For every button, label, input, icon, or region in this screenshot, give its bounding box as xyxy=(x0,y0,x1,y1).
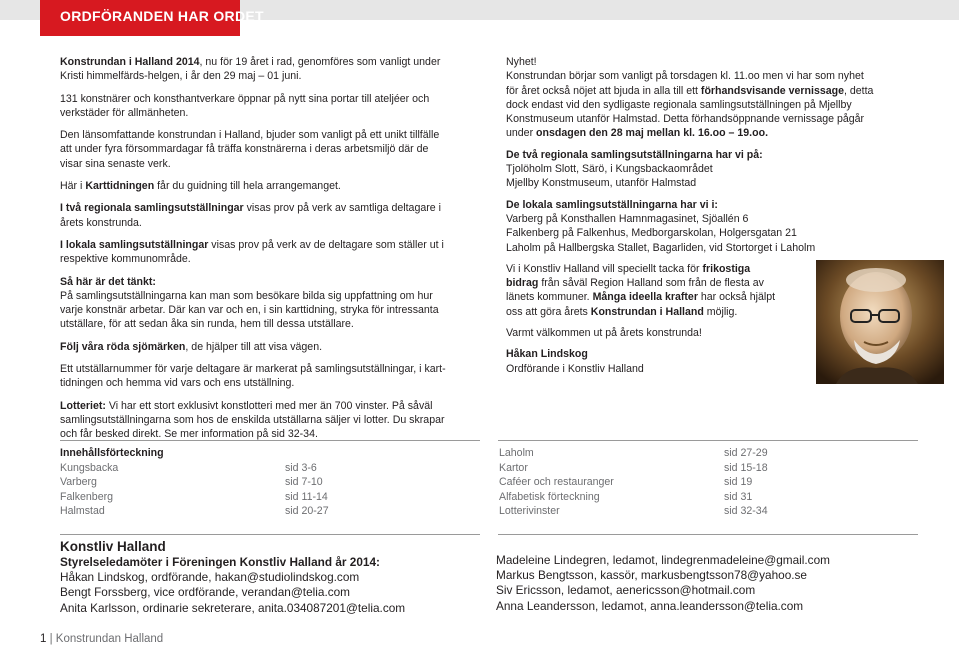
footer-publication: Konstrundan Halland xyxy=(55,633,164,645)
news-line2a: för året också nöjet att bjuda in alla till ett xyxy=(506,84,701,97)
toc-item-page: sid 11-14 xyxy=(285,490,328,503)
signature-title: Ordförande i Konstliv Halland xyxy=(506,362,644,375)
board-member: Bengt Forssberg, vice ordförande, verandan@telia.com xyxy=(60,585,351,600)
para-map-guide xyxy=(60,179,480,193)
news-line1: Konstrundan börjar som vanligt på torsdagen kl. 11.oo men vi har som nyhet xyxy=(506,70,864,83)
local-venue-3: Laholm på Hallbergska Stallet, Bagarliden, vid Stortorget i Laholm xyxy=(506,241,816,254)
board-member: Madeleine Lindegren, ledamot, lindegrenmadeleine@gmail.com xyxy=(496,553,830,567)
toc-top-rule-left xyxy=(60,440,480,441)
news-line5a: under xyxy=(506,127,537,140)
left-column xyxy=(60,55,480,450)
follow-rest: , de hjälper till att visa vägen. xyxy=(185,340,323,353)
toc-item-page: sid 20-27 xyxy=(285,505,329,517)
para-regional-venues xyxy=(506,148,906,191)
news-line2b: förhandsvisande vernissage xyxy=(700,84,844,97)
local-venue-1: Varberg på Konsthallen Hamnmagasinet, Sjöallén 6 xyxy=(506,212,749,225)
local-bold: I lokala samlingsutställningar xyxy=(60,238,209,251)
banner-title: ORDFÖRANDEN HAR ORDET xyxy=(60,8,264,24)
news-line3: dock endast vid den sydligaste regionala samlingsutställningen på Mjellby xyxy=(506,98,852,111)
toc-item-name: Caféer och restauranger xyxy=(499,476,614,488)
local-rest: visas prov på verk av de deltagare som ställer ut i xyxy=(208,238,444,251)
toc-top-rule-right xyxy=(498,440,918,441)
intro-line2: Kristi himmelfärds-helgen, i år den 29 maj – 01 juni. xyxy=(60,70,302,83)
thanks-l3b: Många ideella krafter xyxy=(592,291,698,304)
board-member: Anita Karlsson, ordinarie sekreterare, anita.034087201@telia.com xyxy=(60,600,406,615)
regional-venues-heading: De två regionala samlingsutställningarna har vi på: xyxy=(506,148,763,161)
portrait-photo xyxy=(816,260,944,384)
toc-item-page: sid 31 xyxy=(724,490,753,503)
intro-rest-l1: , nu för 19 året i rad, genomföres som vanligt under xyxy=(199,56,441,68)
para-intro xyxy=(60,55,480,84)
toc-item-page: sid 7-10 xyxy=(285,476,323,488)
regional-bold: I två regionala samlingsutställningar xyxy=(60,202,244,215)
para-local xyxy=(60,238,480,267)
footer-separator: | xyxy=(46,633,56,645)
toc-item-name: Kartor xyxy=(499,461,528,474)
board-subtitle: Styrelseledamöter i Föreningen Konstliv Halland år 2014: xyxy=(60,555,380,569)
news-line2c: , detta xyxy=(844,84,874,97)
description-line3: visar sina senaste verk. xyxy=(60,157,171,170)
thanks-l3c: har också hjälpt xyxy=(697,291,776,304)
thanks-l1a: Vi i Konstliv Halland vill speciellt tacka för xyxy=(506,262,703,275)
thanks-l2b: från såväl Region Halland som från de flesta av xyxy=(538,277,764,290)
toc-item[interactable] xyxy=(60,475,480,490)
thanks-l2a: bidrag xyxy=(506,277,539,290)
para-how xyxy=(60,275,480,332)
toc-right xyxy=(499,446,919,519)
signature-name: Håkan Lindskog xyxy=(506,348,588,361)
thanks-l4b: Konstrundan i Halland xyxy=(590,305,704,318)
thanks-l1b: frikostiga xyxy=(702,262,751,275)
toc-item[interactable] xyxy=(499,504,919,519)
how-heading: Så här är det tänkt: xyxy=(60,275,156,288)
lottery-line3: och får besked direkt. Se mer information på sid 32-34. xyxy=(60,428,318,441)
map-guide-c: får du guidning till hela arrangemanget. xyxy=(154,180,341,193)
toc-item-page: sid 32-34 xyxy=(724,505,768,517)
toc-item-name: Laholm xyxy=(499,447,534,459)
toc-item-name: Halmstad xyxy=(60,505,105,517)
local-venue-2: Falkenberg på Falkenhus, Medborgarskolan, Holgersgatan 21 xyxy=(506,227,797,240)
how-line3: utställare, för att sedan åka sin runda, hem till dessa utställare. xyxy=(60,318,354,331)
numbers-line2: tidningen och hemma vid vars och ens utställning. xyxy=(60,377,295,390)
how-line1: På samlingsutställningarna kan man som besökare bilda sig uppfattning om hur xyxy=(60,289,433,302)
para-local-venues xyxy=(506,198,906,255)
board-top-rule-right xyxy=(498,534,918,535)
participants-line2: verkstäder för allmänheten. xyxy=(60,106,189,119)
toc-item-name: Varberg xyxy=(60,476,97,488)
board-member: Markus Bengtsson, kassör, markusbengtsson78@yahoo.se xyxy=(496,568,807,583)
toc-item-name: Lotterivinster xyxy=(499,505,560,517)
board-member: Anna Leandersson, ledamot, anna.leandersson@telia.com xyxy=(496,598,804,613)
toc-item-name: Falkenberg xyxy=(60,490,113,503)
thanks-l4a: oss att göra årets xyxy=(506,305,591,318)
toc-item-name: Kungsbacka xyxy=(60,461,119,474)
toc-item[interactable] xyxy=(499,475,919,490)
welcome-text: Varmt välkommen ut på årets konstrunda! xyxy=(506,327,702,340)
toc-item[interactable] xyxy=(499,461,919,476)
board-title: Konstliv Halland xyxy=(60,539,166,554)
toc-item[interactable] xyxy=(60,504,480,519)
para-description xyxy=(60,128,480,171)
para-lottery xyxy=(60,399,480,442)
lottery-bold: Lotteriet: xyxy=(60,399,106,412)
description-line1: Den länsomfattande konstrundan i Halland, bjuder som vanligt på ett unikt tillfälle xyxy=(60,129,440,142)
local-venues-heading: De lokala samlingsutställningarna har vi i: xyxy=(506,198,718,211)
toc-item-page: sid 3-6 xyxy=(285,461,317,474)
toc-item[interactable] xyxy=(499,446,919,461)
map-guide-a: Här i xyxy=(60,180,86,193)
board-member: Siv Ericsson, ledamot, aenericsson@hotmail.com xyxy=(496,583,756,598)
news-heading: Nyhet! xyxy=(506,56,537,68)
toc-left xyxy=(60,446,480,519)
regional-line2: årets konstrunda. xyxy=(60,216,142,229)
local-line2: respektive kommunområde. xyxy=(60,253,191,266)
section-banner xyxy=(40,0,264,36)
page-number: 1 xyxy=(40,633,47,645)
portrait-illustration xyxy=(816,260,944,384)
toc-item[interactable] xyxy=(60,490,480,505)
board-member: Håkan Lindskog, ordförande, hakan@studiolindskog.com xyxy=(60,570,360,585)
page-footer xyxy=(40,633,163,645)
lottery-rest: Vi har ett stort exklusivt konstlotteri med mer än 700 vinster. På såväl xyxy=(105,399,433,412)
toc-item[interactable] xyxy=(499,490,919,505)
participants-line1: 131 konstnärer och konsthantverkare öppnar på nytt sina portar till ateljéer och xyxy=(60,92,430,105)
para-numbers xyxy=(60,362,480,391)
toc-item-page: sid 19 xyxy=(724,476,753,488)
regional-venue-1: Tjolöholm Slott, Särö, i Kungsbackaområdet xyxy=(506,163,713,176)
regional-venue-2: Mjellby Konstmuseum, utanför Halmstad xyxy=(506,177,697,190)
numbers-line1: Ett utställarnummer för varje deltagare är markerat på samlingsutställningar, i kart- xyxy=(60,363,446,376)
para-regional xyxy=(60,201,480,230)
description-line2: att under fyra försommardagar få träffa konstnärerna i deras arbetsmiljö där de xyxy=(60,143,429,156)
toc-item-page: sid 27-29 xyxy=(724,447,768,459)
news-line4: Konstmuseum utanför Halmstad. Detta förhandsöppnande vernissage pågår xyxy=(506,113,865,126)
para-participants xyxy=(60,92,480,121)
toc-item-page: sid 15-18 xyxy=(724,461,768,474)
toc-item[interactable] xyxy=(60,461,480,476)
thanks-l3a: länets kommuner. xyxy=(506,291,593,304)
thanks-l4c: möjlig. xyxy=(703,305,738,318)
lottery-line2: samlingsutställningarna som hos de enskilda utställarna säljer vi lotter. Du skrapar xyxy=(60,413,445,426)
news-line5b: onsdagen den 28 maj mellan kl. 16.oo – 19.oo. xyxy=(536,127,769,140)
para-follow xyxy=(60,340,480,354)
board-left xyxy=(60,538,490,616)
event-name: Konstrundan i Halland 2014 xyxy=(60,56,200,68)
toc-item-name: Alfabetisk förteckning xyxy=(499,490,600,503)
board-right xyxy=(496,553,926,614)
follow-bold: Följ våra röda sjömärken xyxy=(60,340,186,353)
toc-heading: Innehållsförteckning xyxy=(60,447,164,459)
para-news xyxy=(506,55,906,141)
board-top-rule-left xyxy=(60,534,480,535)
how-line2: varje konstnär arbetar. Där kan var och en, i sin karttidning, stryka för intressanta xyxy=(60,304,439,317)
map-guide-b: Karttidningen xyxy=(85,180,155,193)
regional-rest: visas prov på verk av samtliga deltagare i xyxy=(243,202,441,215)
